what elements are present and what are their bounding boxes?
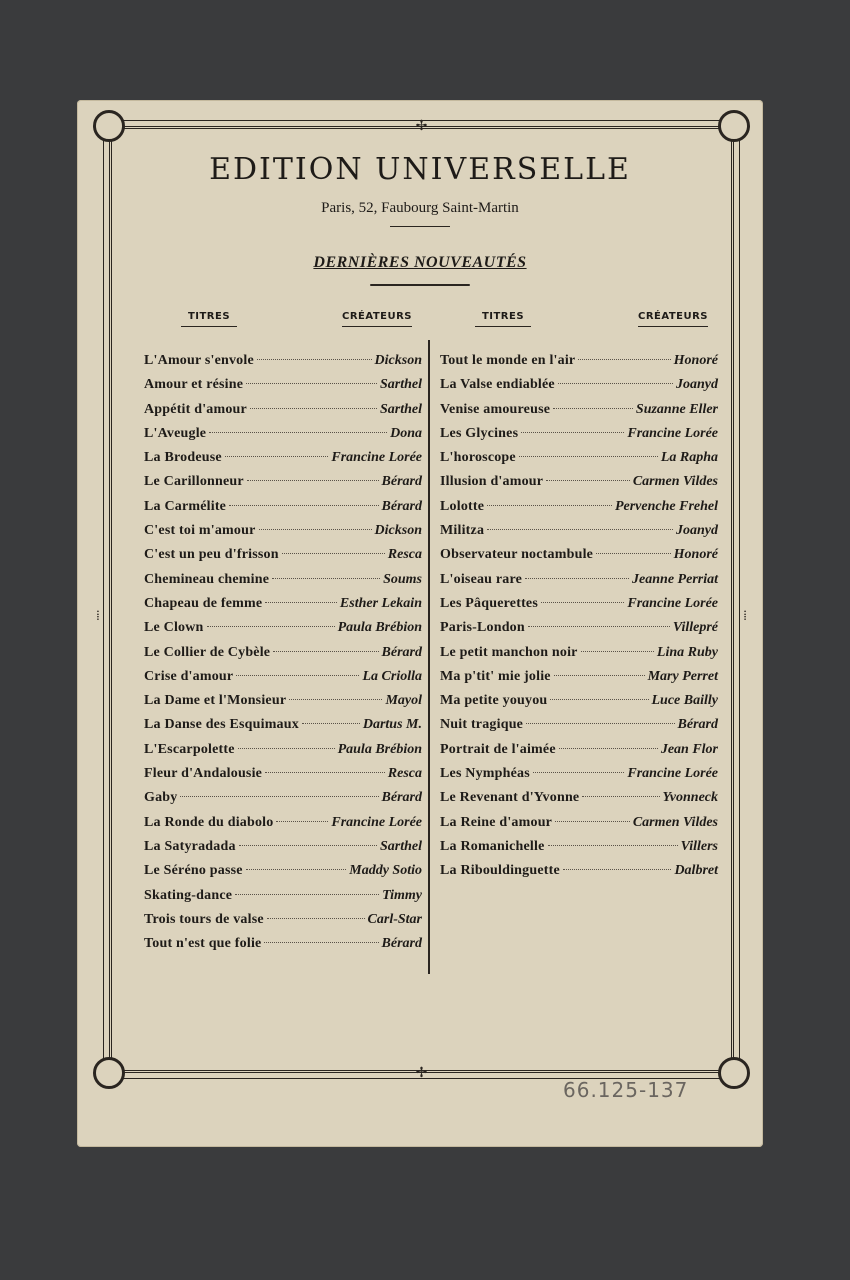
song-creator: Carmen Vildes: [632, 474, 718, 490]
song-creator: Bérard: [677, 717, 718, 733]
song-title: Tout n'est que folie: [144, 936, 262, 952]
song-title: Portrait de l'aimée: [440, 741, 556, 757]
leader-dots: [247, 480, 379, 481]
list-item: [144, 912, 422, 936]
song-title: Les Glycines: [440, 425, 519, 441]
song-creator: Francine Lorée: [331, 814, 422, 830]
right-song-list: [440, 353, 718, 888]
leader-dots: [272, 578, 380, 579]
song-creator: Dalbret: [674, 863, 718, 879]
song-creator: Sarthel: [379, 377, 422, 393]
left-song-list: [144, 353, 422, 960]
song-creator: Jean Flor: [660, 741, 718, 757]
song-title: La Brodeuse: [144, 450, 222, 466]
list-item: [144, 888, 422, 912]
song-creator: Paula Brébion: [337, 741, 422, 757]
leader-dots: [554, 675, 645, 676]
leader-dots: [180, 796, 378, 797]
list-item: [144, 474, 422, 498]
song-creator: Dartus M.: [362, 717, 422, 733]
divider-rule: [390, 226, 450, 227]
song-title: C'est un peu d'frisson: [144, 547, 279, 563]
song-creator: La Rapha: [660, 450, 718, 466]
leader-dots: [526, 723, 674, 724]
song-title: Tout le monde en l'air: [440, 353, 576, 368]
song-title: Gaby: [144, 790, 178, 806]
song-title: La Ronde du diabolo: [144, 814, 274, 830]
song-title: C'est toi m'amour: [144, 523, 256, 539]
left-creators-header: CRÉATEURS: [342, 311, 412, 327]
leader-dots: [246, 869, 347, 870]
song-title: La Dame et l'Monsieur: [144, 693, 287, 709]
top-ornament-icon: ✢: [415, 118, 428, 134]
song-title: La Reine d'amour: [440, 814, 553, 830]
list-item: [440, 402, 718, 426]
song-title: Le Revenant d'Yvonne: [440, 790, 580, 806]
song-title: Trois tours de valse: [144, 911, 264, 927]
list-item: [144, 596, 422, 620]
song-creator: Honoré: [673, 353, 718, 368]
leader-dots: [555, 821, 630, 822]
left-titles-header: TITRES: [181, 311, 237, 327]
leader-dots: [302, 723, 360, 724]
catalog-card: [77, 100, 763, 1147]
song-title: Nuit tragique: [440, 717, 524, 733]
leader-dots: [596, 553, 671, 554]
song-title: La Valse endiablée: [440, 377, 555, 393]
list-item: [440, 620, 718, 644]
corner-ornament: [718, 1057, 750, 1089]
song-creator: Bérard: [381, 936, 422, 952]
right-creators-header: CRÉATEURS: [638, 311, 708, 327]
song-title: Lolotte: [440, 498, 485, 514]
leader-dots: [525, 578, 629, 579]
song-creator: Francine Lorée: [627, 595, 718, 611]
song-creator: Bérard: [381, 498, 422, 514]
list-item: [144, 936, 422, 960]
song-title: Le petit manchon noir: [440, 644, 578, 660]
song-title: Fleur d'Andalousie: [144, 766, 263, 782]
list-item: [440, 790, 718, 814]
song-title: La Ribouldinguette: [440, 863, 560, 879]
song-title: Le Collier de Cybèle: [144, 644, 271, 660]
song-creator: Francine Lorée: [627, 766, 718, 782]
list-item: [440, 474, 718, 498]
list-item: [144, 402, 422, 426]
corner-ornament: [93, 1057, 125, 1089]
list-item: [440, 499, 718, 523]
song-creator: Dona: [390, 425, 422, 441]
list-item: [440, 645, 718, 669]
leader-dots: [487, 505, 612, 506]
leader-dots: [528, 626, 670, 627]
list-item: [144, 693, 422, 717]
leader-dots: [276, 821, 328, 822]
song-creator: Jeanne Perriat: [632, 571, 718, 587]
song-title: La Romanichelle: [440, 838, 545, 854]
song-creator: Sarthel: [379, 401, 422, 417]
song-creator: Mary Perret: [647, 668, 718, 684]
song-title: Chemineau chemine: [144, 571, 270, 587]
list-item: [144, 839, 422, 863]
song-creator: Resca: [387, 547, 422, 563]
list-item: [144, 766, 422, 790]
song-title: La Danse des Esquimaux: [144, 717, 299, 733]
leader-dots: [582, 796, 659, 797]
list-item: [144, 426, 422, 450]
leader-dots: [553, 408, 633, 409]
list-item: [440, 353, 718, 377]
song-creator: Yvonneck: [662, 790, 718, 806]
leader-dots: [225, 456, 329, 457]
song-creator: Francine Lorée: [331, 450, 422, 466]
song-creator: Pervenche Frehel: [614, 498, 718, 514]
publisher-address: Paris, 52, Faubourg Saint-Martin: [321, 200, 519, 216]
song-title: Le Carillonneur: [144, 474, 244, 490]
song-title: Chapeau de femme: [144, 595, 263, 611]
leader-dots: [487, 529, 673, 530]
list-item: [144, 717, 422, 741]
list-item: [440, 450, 718, 474]
song-title: L'Aveugle: [144, 425, 207, 441]
list-item: [144, 499, 422, 523]
song-creator: Dickson: [374, 353, 422, 368]
page-title: EDITION UNIVERSELLE: [209, 152, 631, 187]
song-title: Skating-dance: [144, 887, 233, 903]
song-creator: Sarthel: [379, 838, 422, 854]
leader-dots: [246, 383, 377, 384]
song-title: Amour et résine: [144, 377, 244, 393]
right-ornament-icon: ⁞: [743, 608, 747, 624]
leader-dots: [521, 432, 624, 433]
song-creator: Dickson: [374, 523, 422, 539]
song-creator: Maddy Sotio: [349, 863, 422, 879]
leader-dots: [546, 480, 630, 481]
list-item: [440, 523, 718, 547]
song-creator: Joanyd: [676, 523, 718, 539]
list-item: [144, 815, 422, 839]
list-item: [440, 839, 718, 863]
list-item: [144, 547, 422, 571]
divider-ornament: [370, 284, 470, 286]
leader-dots: [550, 699, 648, 700]
list-item: [440, 377, 718, 401]
list-item: [144, 450, 422, 474]
song-creator: Lina Ruby: [656, 644, 718, 660]
leader-dots: [273, 651, 378, 652]
song-title: Le Clown: [144, 620, 204, 636]
list-item: [440, 742, 718, 766]
leader-dots: [207, 626, 335, 627]
list-item: [440, 863, 718, 887]
archive-number: 66.125-137: [563, 1078, 689, 1102]
song-creator: Esther Lekain: [339, 595, 422, 611]
song-creator: Joanyd: [676, 377, 718, 393]
list-item: [144, 377, 422, 401]
leader-dots: [533, 772, 624, 773]
song-title: Les Nymphéas: [440, 766, 530, 782]
song-creator: Honoré: [673, 547, 718, 563]
song-creator: Resca: [387, 766, 422, 782]
song-title: Observateur noctambule: [440, 547, 594, 563]
song-creator: Villers: [680, 838, 718, 854]
list-item: [440, 717, 718, 741]
leader-dots: [235, 894, 379, 895]
leader-dots: [282, 553, 385, 554]
list-item: [144, 742, 422, 766]
list-item: [144, 790, 422, 814]
song-creator: Mayol: [385, 693, 422, 709]
section-heading: DERNIÈRES NOUVEAUTÉS: [313, 254, 527, 271]
song-title: Ma p'tit' mie jolie: [440, 668, 551, 684]
leader-dots: [239, 845, 377, 846]
leader-dots: [257, 359, 372, 360]
song-title: Venise amoureuse: [440, 401, 551, 417]
song-creator: Paula Brébion: [337, 620, 422, 636]
song-title: Illusion d'amour: [440, 474, 544, 490]
corner-ornament: [93, 110, 125, 142]
song-title: L'Amour s'envole: [144, 353, 254, 368]
list-item: [144, 523, 422, 547]
leader-dots: [519, 456, 658, 457]
song-title: Crise d'amour: [144, 668, 234, 684]
leader-dots: [558, 383, 673, 384]
song-creator: Villepré: [672, 620, 718, 636]
song-creator: Bérard: [381, 474, 422, 490]
leader-dots: [250, 408, 377, 409]
list-item: [440, 547, 718, 571]
leader-dots: [267, 918, 365, 919]
leader-dots: [236, 675, 359, 676]
list-item: [440, 815, 718, 839]
column-divider: [428, 340, 430, 974]
corner-ornament: [718, 110, 750, 142]
leader-dots: [229, 505, 378, 506]
list-item: [144, 353, 422, 377]
bottom-ornament-icon: ✢: [415, 1065, 428, 1081]
song-title: L'Escarpolette: [144, 741, 235, 757]
song-creator: Carl-Star: [367, 911, 422, 927]
left-ornament-icon: ⁞: [96, 608, 100, 624]
song-creator: Luce Bailly: [651, 693, 718, 709]
song-title: Les Pâquerettes: [440, 595, 538, 611]
list-item: [144, 863, 422, 887]
song-creator: Francine Lorée: [627, 425, 718, 441]
right-titles-header: TITRES: [475, 311, 531, 327]
song-title: Ma petite youyou: [440, 693, 548, 709]
song-creator: Timmy: [382, 887, 422, 903]
leader-dots: [541, 602, 624, 603]
song-title: Le Séréno passe: [144, 863, 243, 879]
list-item: [440, 596, 718, 620]
leader-dots: [563, 869, 672, 870]
song-title: L'horoscope: [440, 450, 516, 466]
song-creator: Carmen Vildes: [632, 814, 718, 830]
leader-dots: [264, 942, 378, 943]
leader-dots: [209, 432, 387, 433]
list-item: [440, 426, 718, 450]
leader-dots: [265, 602, 337, 603]
list-item: [440, 766, 718, 790]
list-item: [144, 620, 422, 644]
leader-dots: [265, 772, 385, 773]
song-creator: Bérard: [381, 644, 422, 660]
song-title: L'oiseau rare: [440, 571, 523, 587]
leader-dots: [259, 529, 372, 530]
leader-dots: [548, 845, 678, 846]
list-item: [144, 572, 422, 596]
song-title: Appétit d'amour: [144, 401, 247, 417]
list-item: [144, 645, 422, 669]
song-creator: Soums: [383, 571, 422, 587]
list-item: [440, 693, 718, 717]
song-title: Paris-London: [440, 620, 525, 636]
song-creator: Suzanne Eller: [635, 401, 718, 417]
leader-dots: [581, 651, 654, 652]
leader-dots: [289, 699, 382, 700]
song-title: Militza: [440, 523, 485, 539]
list-item: [144, 669, 422, 693]
song-creator: La Criolla: [362, 668, 422, 684]
list-item: [440, 572, 718, 596]
song-title: La Carmélite: [144, 498, 227, 514]
list-item: [440, 669, 718, 693]
song-title: La Satyradada: [144, 838, 236, 854]
leader-dots: [238, 748, 335, 749]
leader-dots: [578, 359, 670, 360]
song-creator: Bérard: [381, 790, 422, 806]
leader-dots: [559, 748, 658, 749]
